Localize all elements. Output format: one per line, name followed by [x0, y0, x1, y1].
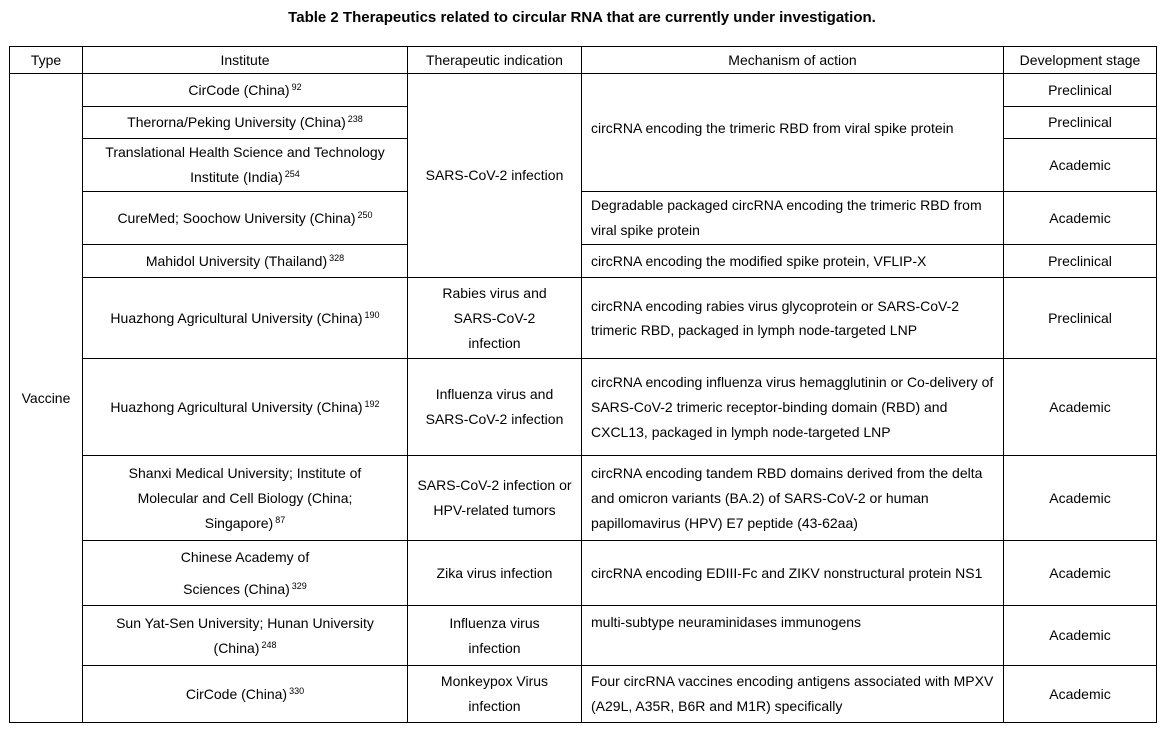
indication-cell: SARS-CoV-2 infection or HPV-related tumors [408, 456, 582, 541]
table-row [10, 456, 1157, 541]
institute-cell: Translational Health Science and Technology Institute (India) $^{254}$ [83, 139, 408, 192]
table-row [10, 278, 1157, 359]
institute-cell: Therorna/Peking University (China) $^{238}$ [83, 107, 408, 139]
header-indication: Therapeutic indication [408, 47, 582, 74]
indication-cell: Influenza virus infection [408, 606, 582, 666]
stage-cell: Academic [1004, 192, 1157, 245]
type-cell: Vaccine [10, 74, 83, 723]
mechanism-cell: circRNA encoding the trimeric RBD from viral spike protein [582, 74, 1004, 192]
institute-cell: Shanxi Medical University; Institute of Molecular and Cell Biology (China; Singapore) $^{87}$ [83, 456, 408, 541]
stage-cell: Academic [1004, 456, 1157, 541]
institute-cell: Chinese Academy of Sciences (China) $^{329}$ [83, 541, 408, 606]
table-title: Table 2 Therapeutics related to circular RNA that are currently under investigation. [288, 9, 876, 26]
header-institute: Institute [83, 47, 408, 74]
mechanism-cell: multi-subtype neuraminidases immunogens [582, 606, 1004, 666]
table-row [10, 666, 1157, 723]
header-mechanism: Mechanism of action [582, 47, 1004, 74]
indication-cell: Influenza virus and SARS-CoV-2 infection [408, 359, 582, 456]
mechanism-cell: Degradable packaged circRNA encoding the trimeric RBD from viral spike protein [582, 192, 1004, 245]
stage-cell: Preclinical [1004, 107, 1157, 139]
indication-cell: SARS-CoV-2 infection [408, 74, 582, 278]
stage-cell: Preclinical [1004, 74, 1157, 107]
institute-cell: CirCode (China) $^{330}$ [83, 666, 408, 723]
mechanism-cell: circRNA encoding rabies virus glycoprotein or SARS-CoV-2 trimeric RBD, packaged in lymph node-targeted LNP [582, 278, 1004, 359]
stage-cell: Academic [1004, 359, 1157, 456]
mechanism-cell: circRNA encoding EDIII-Fc and ZIKV nonstructural protein NS1 [582, 541, 1004, 606]
institute-cell: Mahidol University (Thailand) $^{328}$ [83, 245, 408, 278]
institute-cell: Huazhong Agricultural University (China) $^{190}$ [83, 278, 408, 359]
therapeutics-table [9, 46, 1157, 723]
stage-cell: Academic [1004, 606, 1157, 666]
stage-cell: Academic [1004, 541, 1157, 606]
header-stage: Development stage [1004, 47, 1157, 74]
header-type: Type [10, 47, 83, 74]
institute-cell: Sun Yat-Sen University; Hunan University (China) $^{248}$ [83, 606, 408, 666]
stage-cell: Preclinical [1004, 245, 1157, 278]
table-row [10, 541, 1157, 606]
institute-cell: CirCode (China) $^{92}$ [83, 74, 408, 107]
table-row [10, 192, 1157, 245]
mechanism-cell: circRNA encoding the modified spike protein, VFLIP-X [582, 245, 1004, 278]
mechanism-cell: Four circRNA vaccines encoding antigens associated with MPXV (A29L, A35R, B6R and M1R) specifically [582, 666, 1004, 723]
indication-cell: Zika virus infection [408, 541, 582, 606]
table-row [10, 359, 1157, 456]
stage-cell: Academic [1004, 666, 1157, 723]
institute-cell: CureMed; Soochow University (China) $^{250}$ [83, 192, 408, 245]
header-row [10, 47, 1157, 74]
stage-cell: Preclinical [1004, 278, 1157, 359]
table-row [10, 245, 1157, 278]
table-row [10, 606, 1157, 666]
mechanism-cell: circRNA encoding tandem RBD domains derived from the delta and omicron variants (BA.2) of SARS-CoV-2 or human papillomavirus (HPV) E7 peptide (43-62aa) [582, 456, 1004, 541]
indication-cell: Monkeypox Virus infection [408, 666, 582, 723]
indication-cell: Rabies virus and SARS-CoV-2 infection [408, 278, 582, 359]
stage-cell: Academic [1004, 139, 1157, 192]
institute-cell: Huazhong Agricultural University (China) $^{192}$ [83, 359, 408, 456]
mechanism-cell: circRNA encoding influenza virus hemagglutinin or Co-delivery of SARS-CoV-2 trimeric receptor-binding domain (RBD) and CXCL13, packaged in lymph node-targeted LNP [582, 359, 1004, 456]
table-row [10, 74, 1157, 107]
